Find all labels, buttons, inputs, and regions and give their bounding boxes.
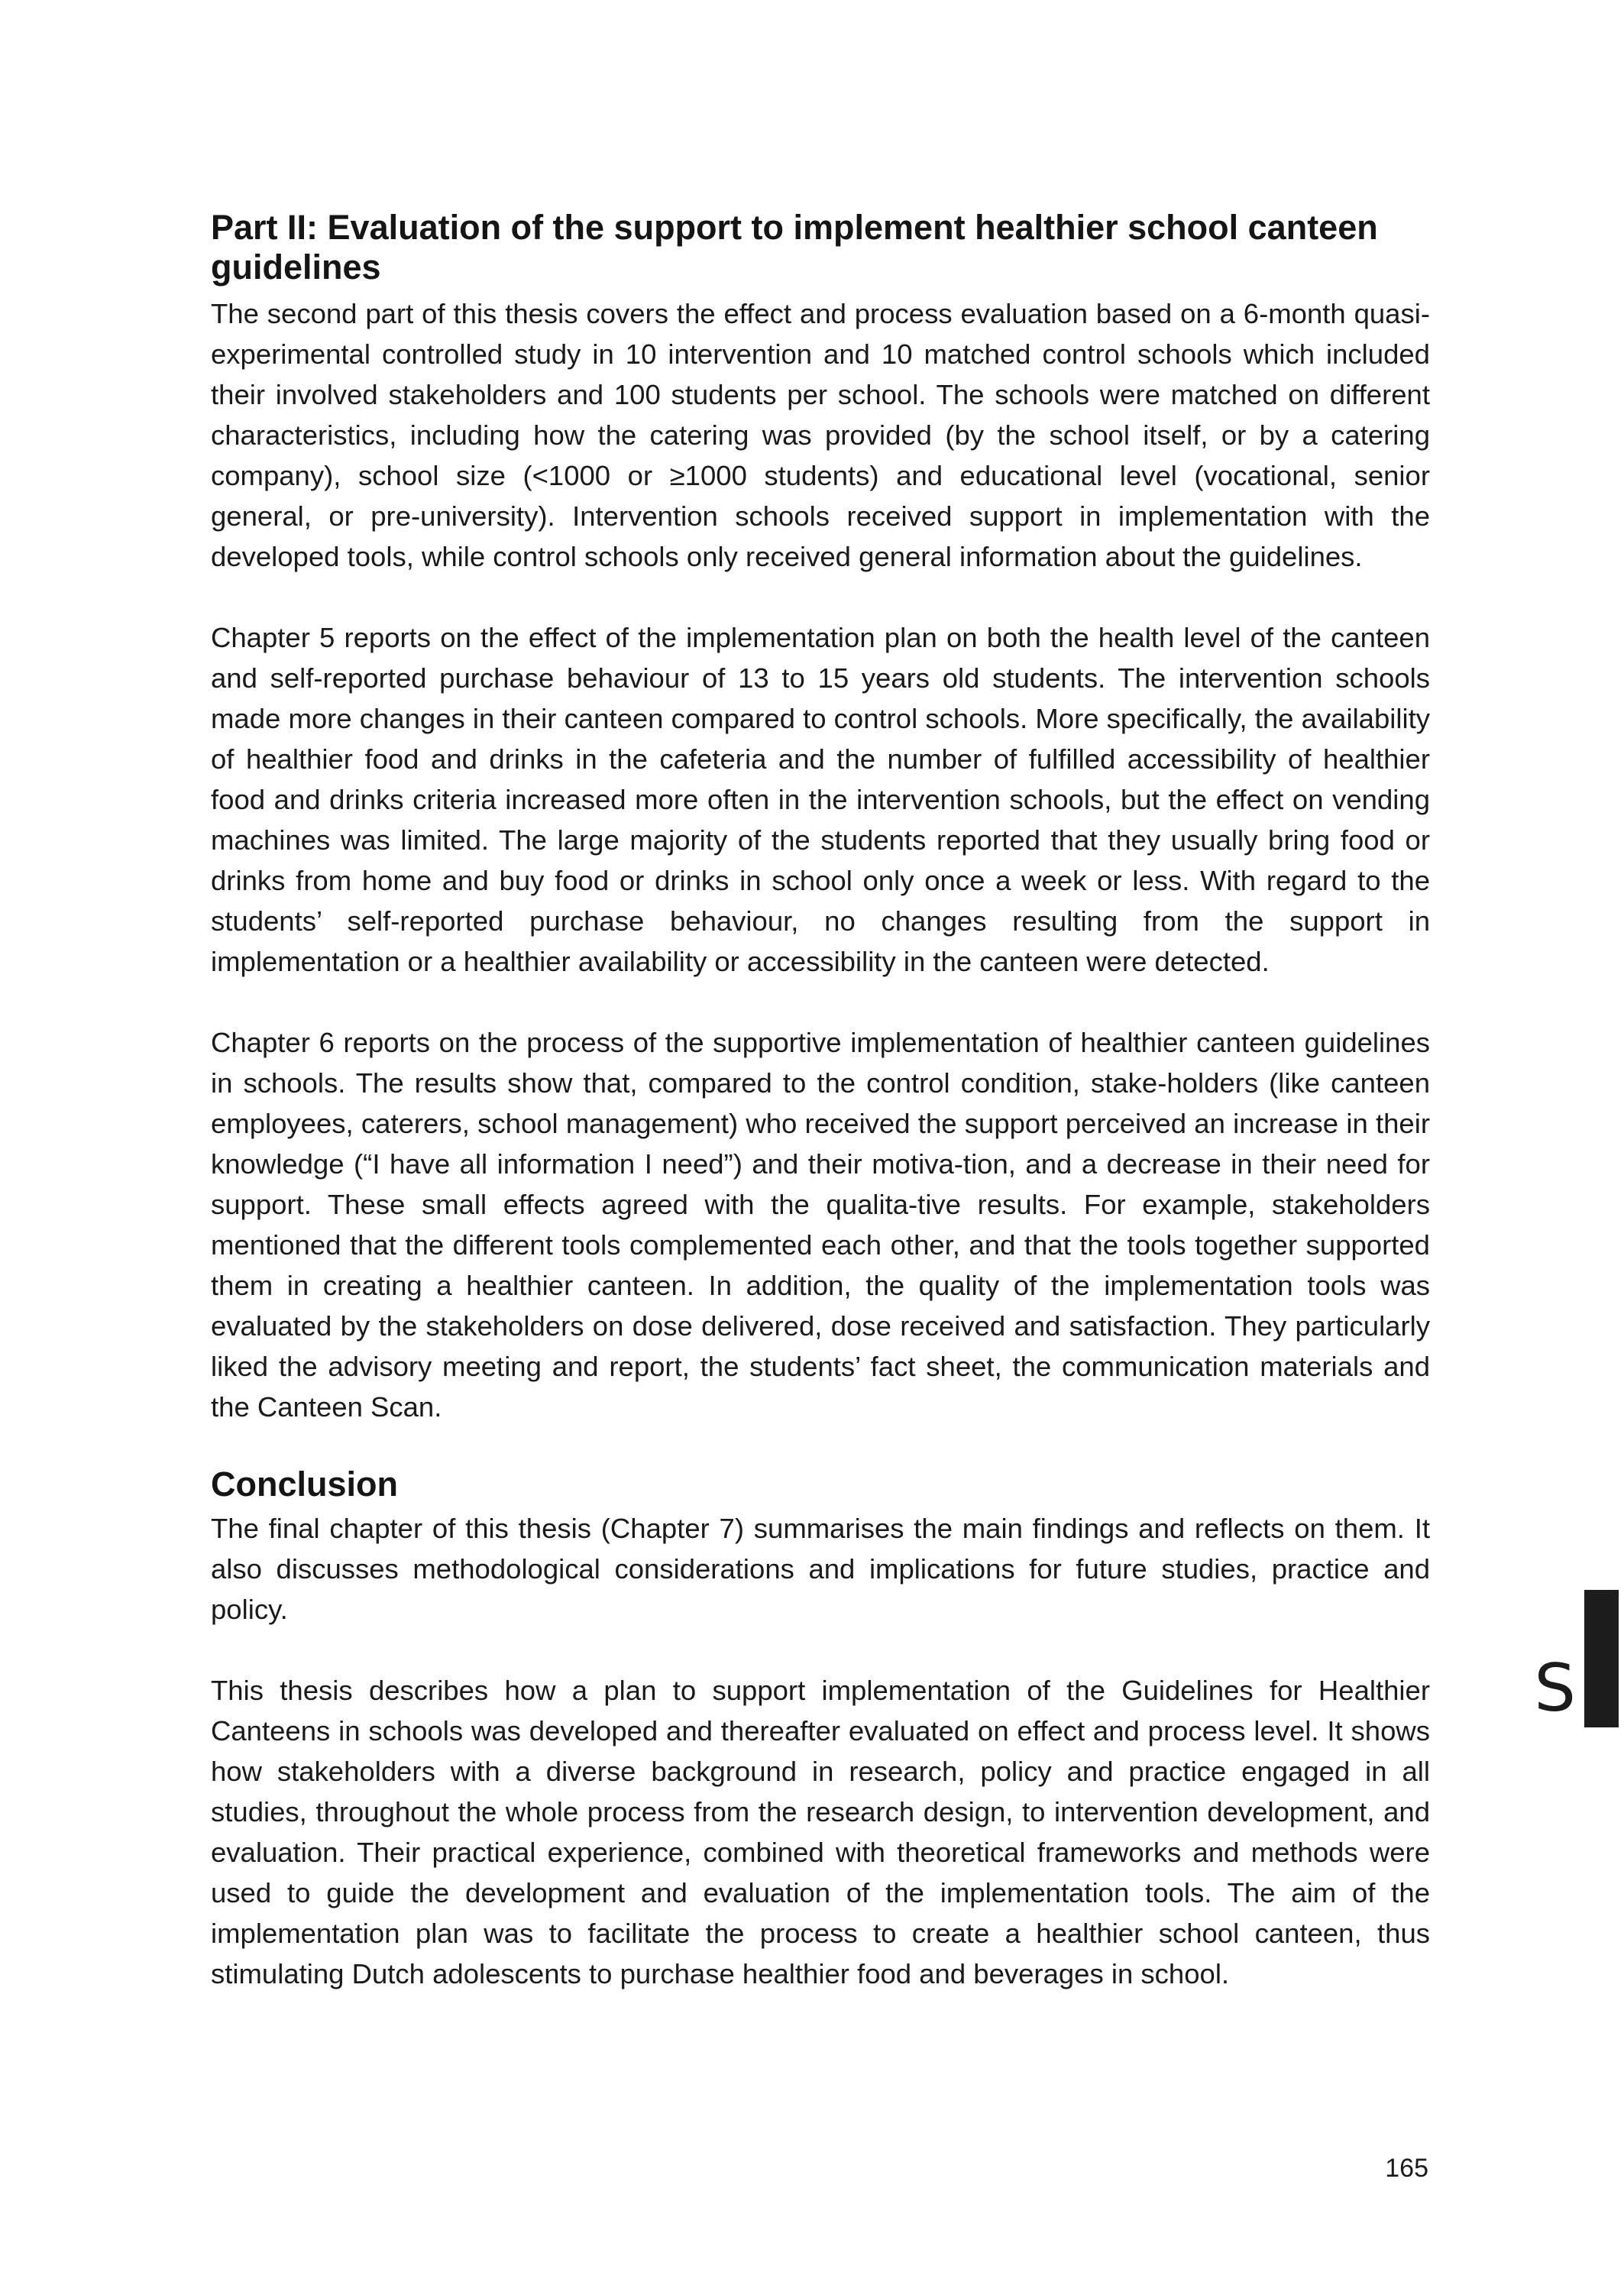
thumb-index-letter: S: [1534, 1650, 1576, 1727]
thumb-index-tab: [1584, 1590, 1619, 1727]
page-number: 165: [1385, 2154, 1428, 2183]
section-title-part-2: Part II: Evaluation of the support to implement healthier school canteen guidelines: [211, 208, 1378, 286]
paragraph-conclusion-summary: This thesis describes how a plan to support implementation of the Guidelines for Healthier Canteens in schools was developed and thereafter evaluated on effect and process level. It shows how stakeholders with a diverse background in research, policy and practice engaged in all studies, throughout the whole process from the research design, to intervention development, and evaluation. Their practical experience, combined with theoretical frameworks and methods were used to guide the development and evaluation of the implementation tools. The aim of the implementation plan was to facilitate the process to create a healthier school canteen, thus stimulating Dutch adolescents to purchase healthier food and beverages in school.: [211, 1675, 1430, 1989]
conclusion-heading: Conclusion: [211, 1465, 398, 1504]
paragraph-chapter-5: Chapter 5 reports on the effect of the implementation plan on both the health level of the canteen and self-reported purchase behaviour of 13 to 15 years old students. The intervention schools made more changes in their canteen compared to control schools. More specifically, the availability of healthier food and drinks in the cafeteria and the number of fulfilled accessibility of healthier food and drinks criteria increased more often in the intervention schools, but the effect on vending machines was limited. The large majority of the students reported that they usually bring food or drinks from home and buy food or drinks in school only once a week or less. With regard to the students’ self-reported purchase behaviour, no changes resulting from the support in implementation or a healthier availability or accessibility in the canteen were detected.: [211, 622, 1430, 977]
page-body: [211, 208, 1430, 1994]
paragraph-conclusion-chapter-7: The final chapter of this thesis (Chapter 7) summarises the main findings and reflects on them. It also discusses methodological considerations and implications for future studies, practice and policy.: [211, 1513, 1430, 1625]
paragraph-part2-intro: The second part of this thesis covers the effect and process evaluation based on a 6-month quasi-experimental controlled study in 10 intervention and 10 matched control schools which included their involved stakeholders and 100 students per school. The schools were matched on different characteristics, including how the catering was provided (by the school itself, or by a catering company), school size (<1000 or ≥1000 students) and educational level (vocational, senior general, or pre-university). Intervention schools received support in implementation with the developed tools, while control schools only received general information about the guidelines.: [211, 298, 1430, 572]
paragraph-chapter-6: Chapter 6 reports on the process of the supportive implementation of healthier canteen guidelines in schools. The results show that, compared to the control condition, stake-holders (like canteen employees, caterers, school management) who received the support perceived an increase in their knowledge (“I have all information I need”) and their motiva-tion, and a decrease in their need for support. These small effects agreed with the qualita-tive results. For example, stakeholders mentioned that the different tools complemented each other, and that the tools together supported them in creating a healthier canteen. In addition, the quality of the implementation tools was evaluated by the stakeholders on dose delivered, dose received and satisfaction. They particularly liked the advisory meeting and report, the students’ fact sheet, the communication materials and the Canteen Scan.: [211, 1027, 1430, 1423]
